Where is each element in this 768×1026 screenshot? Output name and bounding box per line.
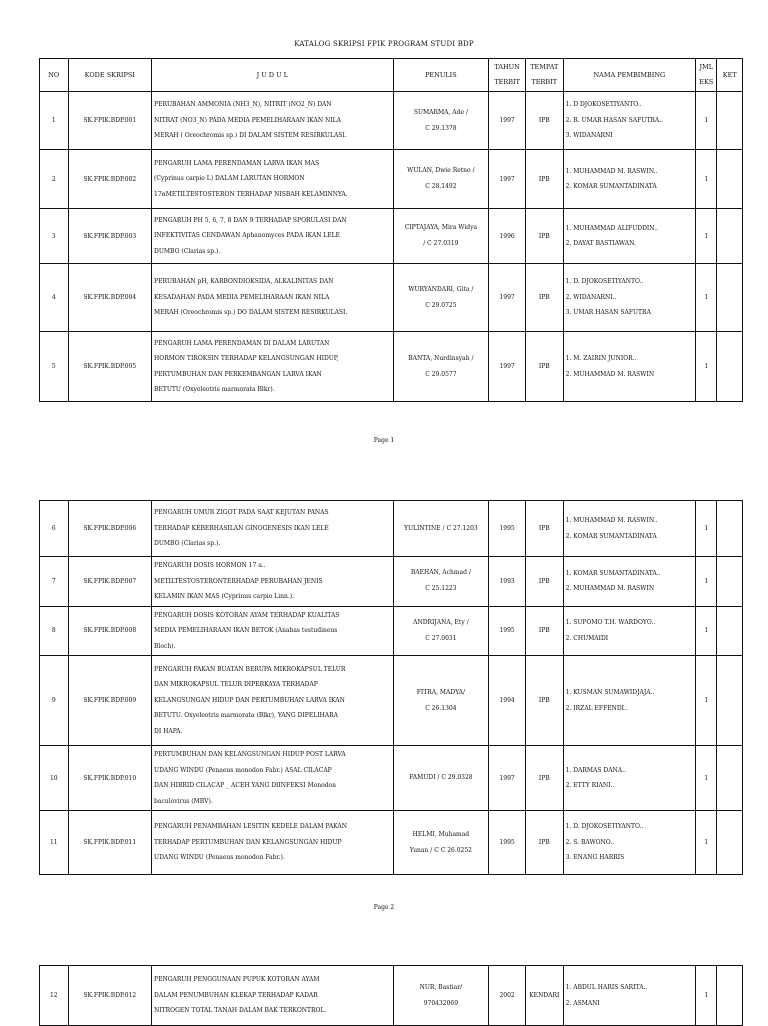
cell-penulis-line: WURYANDARI, Gita / <box>408 285 474 293</box>
cell-judul-line: PENGARUH DOSIS HORMON 17 a.. <box>154 562 266 569</box>
cell-ket <box>717 811 743 875</box>
cell-judul-line: METILTESTOSTERONTERHADAP PERUBAHAN JENIS <box>154 577 323 585</box>
cell-tempat-terbit: IPB <box>525 606 563 656</box>
cell-penulis-line: HELMI, Muhamad <box>412 830 470 838</box>
cell-nama-pembimbing-line: 1. ABDUL HARIS SARITA.. <box>565 984 648 991</box>
cell-tahun-terbit: 1997 <box>489 264 526 332</box>
catalog-table-page-1 <box>39 58 743 402</box>
cell-judul <box>152 332 393 402</box>
cell-nama-pembimbing-line: 1. SUPOMO T.H. WARDOYO.. <box>565 619 656 627</box>
cell-judul-line: KELAMIN IKAN MAS (Cyprinus carpio Linn.). <box>154 593 295 600</box>
header-tahun-terbit: TAHUN TERBIT <box>489 59 526 92</box>
cell-nama-pembimbing-line: 2. DAYAT BASTIAWAN. <box>565 240 636 247</box>
cell-jml-eks: 1 <box>696 92 717 150</box>
cell-penulis-line: YULINTINE / C 27.1203 <box>403 524 478 532</box>
cell-kode-skripsi: SK.FPIK.BDP.008 <box>68 606 152 656</box>
cell-ket <box>717 92 743 150</box>
cell-tahun-terbit: 1997 <box>489 746 526 811</box>
cell-judul-line: 17αMETILTESTOSTERON TERHADAP NISBAH KELAMINNYA. <box>154 190 348 198</box>
cell-nama-pembimbing-line: 1. MUHAMMAD ALIFUDDIN.. <box>565 224 658 232</box>
cell-judul-line: PERUBAHAN AMMONIA (NH3_N), NITRIT (NO2_N) DAN <box>154 101 332 109</box>
cell-judul-line: PENGARUH PAKAN BUATAN BERUPA MIKROKAPSUL TELUR <box>154 665 346 673</box>
cell-no: 10 <box>40 746 69 811</box>
cell-judul-line: KELANGSUNGAN HIDUP DAN PERTUMBUHAN LARVA IKAN <box>154 696 345 704</box>
cell-jml-eks: 1 <box>696 606 717 656</box>
cell-penulis <box>393 150 489 209</box>
cell-nama-pembimbing <box>563 92 695 150</box>
cell-penulis-line: SUMARMA, Ade / <box>413 108 468 116</box>
table-row <box>40 209 743 264</box>
cell-nama-pembimbing-line: 1. DARMAS DANA.. <box>565 766 626 774</box>
cell-nama-pembimbing <box>563 150 695 209</box>
cell-judul-line: DAN HIBRID CILACAP _ ACEH YANG DIINFEKSI Monodon <box>154 782 337 789</box>
table-row <box>40 746 743 811</box>
cell-nama-pembimbing-line: 1. MUHAMMAD M. RASWIN.. <box>565 517 658 524</box>
catalog-table-page-2 <box>39 500 743 875</box>
cell-tahun-terbit: 1995 <box>489 501 526 557</box>
cell-penulis-line: CIPTAJAYA, Mira Widya <box>404 224 478 231</box>
cell-tahun-terbit: 1997 <box>489 332 526 402</box>
header-penulis: PENULIS <box>393 59 489 92</box>
page-number-2: Page 2 <box>373 904 395 911</box>
cell-judul-line: TERHADAP PERTUMBUHAN DAN KELANGSUNGAN HIDUP <box>154 838 342 846</box>
cell-judul-line: MERAH (Oreochromis sp.) DO DALAM SISTEM RESIRKULASI. <box>154 309 348 317</box>
cell-judul-line: BETUTU (Oxyeleotris marmorata Blkr). <box>154 386 275 393</box>
cell-judul-line: PERTUMBUHAN DAN PERKEMBANGAN LARVA IKAN <box>154 370 322 378</box>
cell-penulis <box>393 811 489 875</box>
cell-nama-pembimbing <box>563 264 695 332</box>
cell-no: 1 <box>40 92 69 150</box>
cell-nama-pembimbing-line: 1. D. DJOKOSETIYANTO.. <box>565 278 644 286</box>
cell-jml-eks: 1 <box>696 332 717 402</box>
cell-judul <box>152 656 393 746</box>
cell-penulis <box>393 606 489 656</box>
cell-nama-pembimbing-line: 1. KOMAR SUMANTADINATA.. <box>565 569 661 577</box>
cell-judul <box>152 606 393 656</box>
cell-penulis-line: WULAN, Dwie Retno / <box>407 167 475 174</box>
cell-judul-line: NITROGEN TOTAL TANAH DALAM BAK TERKONTROL. <box>154 1007 327 1015</box>
cell-judul <box>152 557 393 607</box>
cell-kode-skripsi: SK.FPIK.BDP.004 <box>68 264 152 332</box>
table-row <box>40 811 743 875</box>
cell-ket <box>717 966 743 1026</box>
cell-nama-pembimbing-line: 1. D. DJOKOSETIYANTO.. <box>565 823 644 831</box>
cell-judul-line: PERTUMBUHAN DAN KELANGSUNGAN HIDUP POST LARVA <box>154 751 346 758</box>
cell-nama-pembimbing-line: 2. WIDANARNI.. <box>565 293 617 301</box>
cell-no: 11 <box>40 811 69 875</box>
cell-judul <box>152 264 393 332</box>
cell-ket <box>717 150 743 209</box>
cell-nama-pembimbing-line: 2. KOMAR SUMANTADINATA <box>565 183 657 190</box>
table-row <box>40 264 743 332</box>
cell-kode-skripsi: SK.FPIK.BDP.005 <box>68 332 152 402</box>
cell-no: 2 <box>40 150 69 209</box>
cell-jml-eks: 1 <box>696 746 717 811</box>
cell-tahun-terbit: 1993 <box>489 557 526 607</box>
cell-tahun-terbit: 1996 <box>489 209 526 264</box>
table-row <box>40 606 743 656</box>
cell-tempat-terbit: IPB <box>525 264 563 332</box>
cell-penulis <box>393 501 489 557</box>
cell-penulis-line: ANDRIJANA, Ety / <box>413 618 469 626</box>
cell-penulis <box>393 264 489 332</box>
cell-nama-pembimbing-line: 3. WIDANARNI <box>565 132 613 140</box>
cell-judul-line: DAN MIKROKAPSUL TELUR DIPERKAYA TERHADAP <box>154 681 318 689</box>
cell-judul-line: PENGARUH LAMA PERENDAMAN LARVA IKAN MAS <box>154 159 320 167</box>
cell-penulis-line: C 28.1492 <box>425 183 457 190</box>
cell-jml-eks: 1 <box>696 966 717 1026</box>
cell-nama-pembimbing-line: 2. KOMAR SUMANTADINATA <box>565 532 657 540</box>
cell-nama-pembimbing-line: 3. UMAR HASAN SAFUTRA <box>565 309 651 317</box>
cell-jml-eks: 1 <box>696 209 717 264</box>
cell-judul <box>152 501 393 557</box>
cell-ket <box>717 332 743 402</box>
cell-judul-line: PENGARUH PENAMBAHAN LESITIN KEDELE DALAM PAKAN <box>154 823 348 831</box>
cell-penulis <box>393 656 489 746</box>
cell-tahun-terbit: 1994 <box>489 656 526 746</box>
cell-penulis <box>393 332 489 402</box>
cell-judul-line: PENGARUH UMUR ZIGOT PADA SAAT KEJUTAN PANAS <box>154 509 329 517</box>
header-kode-skripsi: KODE SKRIPSI <box>68 59 152 92</box>
header-no: NO <box>40 59 69 92</box>
cell-jml-eks: 1 <box>696 150 717 209</box>
cell-nama-pembimbing-line: 2. ETTY RIANI.. <box>565 782 615 789</box>
cell-jml-eks: 1 <box>696 557 717 607</box>
cell-jml-eks: 1 <box>696 811 717 875</box>
cell-penulis <box>393 209 489 264</box>
cell-penulis <box>393 966 489 1026</box>
cell-penulis-line: BAEHAN, Achmad / <box>410 569 471 577</box>
cell-no: 7 <box>40 557 69 607</box>
cell-penulis-line: C 26.1304 <box>425 704 457 712</box>
cell-judul-line: PERUBAHAN pH, KARBONDIOKSIDA, ALKALINITAS DAN <box>154 278 334 286</box>
cell-tahun-terbit: 1997 <box>489 92 526 150</box>
cell-judul-line: PENGARUH PENGGUNAAN PUPUK KOTORAN AYAM <box>154 976 320 984</box>
table-row <box>40 92 743 150</box>
cell-ket <box>717 606 743 656</box>
cell-penulis-line: C 27.0031 <box>425 634 457 642</box>
cell-penulis-line: C 29.1378 <box>425 124 457 132</box>
cell-no: 8 <box>40 606 69 656</box>
cell-jml-eks: 1 <box>696 656 717 746</box>
cell-tempat-terbit: IPB <box>525 557 563 607</box>
cell-kode-skripsi: SK.FPIK.BDP.009 <box>68 656 152 746</box>
cell-judul <box>152 150 393 209</box>
cell-tempat-terbit: IPB <box>525 656 563 746</box>
cell-penulis-line: NUR, Bastiar/ <box>419 983 463 991</box>
cell-tempat-terbit: IPB <box>525 332 563 402</box>
cell-judul <box>152 92 393 150</box>
cell-tempat-terbit: IPB <box>525 501 563 557</box>
catalog-title: KATALOG SKRIPSI FPIK PROGRAM STUDI BDP <box>294 40 474 48</box>
cell-judul-line: DUMBO (Clarias sp.). <box>154 247 221 255</box>
cell-no: 9 <box>40 656 69 746</box>
cell-nama-pembimbing-line: 1. M. ZAIRIN JUNIOR.. <box>565 355 637 362</box>
cell-penulis <box>393 92 489 150</box>
cell-nama-pembimbing <box>563 209 695 264</box>
cell-judul-line: UDANG WINDU (Penaeus monodon Fabr.) ASAL CILACAP <box>154 766 332 774</box>
cell-penulis-line: C 29.0725 <box>425 301 457 309</box>
cell-nama-pembimbing-line: 2. ASMANI <box>565 999 600 1007</box>
cell-nama-pembimbing <box>563 966 695 1026</box>
page-number-1: Page 1 <box>373 437 395 444</box>
cell-nama-pembimbing-line: 2. MUHAMMAD M. RASWIN <box>565 585 655 593</box>
cell-nama-pembimbing-line: 2. R. UMAR HASAN SAFUTRA.. <box>565 116 664 124</box>
cell-judul-line: PENGARUH DOSIS KOTORAN AYAM TERHADAP KUALITAS <box>154 611 340 619</box>
table-row <box>40 966 743 1026</box>
cell-tempat-terbit: IPB <box>525 150 563 209</box>
header-nama-pembimbing: NAMA PEMBIMBING <box>563 59 695 92</box>
cell-nama-pembimbing-line: 1. D DJOKOSETIYANTO.. <box>565 101 642 109</box>
cell-no: 6 <box>40 501 69 557</box>
table-row <box>40 557 743 607</box>
cell-kode-skripsi: SK.FPIK.BDP.010 <box>68 746 152 811</box>
cell-judul-line: baculovirus (MBV). <box>154 797 213 805</box>
cell-judul-line: TERHADAP KEBERHASILAN GINOGENESIS IKAN LELE <box>154 524 329 532</box>
cell-judul-line: BETUTU. Oxyeleotris marmorata (Blkr), YANG DIPELIHARA <box>154 712 338 720</box>
header-jml-eks: JML EKS <box>696 59 717 92</box>
cell-judul <box>152 209 393 264</box>
cell-ket <box>717 209 743 264</box>
cell-ket <box>717 656 743 746</box>
header-tempat-terbit: TEMPAT TERBIT <box>525 59 563 92</box>
table-row <box>40 150 743 209</box>
cell-penulis-line: 970432069 <box>423 999 459 1007</box>
cell-ket <box>717 501 743 557</box>
cell-nama-pembimbing <box>563 811 695 875</box>
cell-no: 5 <box>40 332 69 402</box>
cell-nama-pembimbing-line: 1. MUHAMMAD M. RASWIN.. <box>565 167 658 175</box>
cell-judul-line: NITRAT (NO3_N) PADA MEDIA PEMELIHARAAN IKAN NILA <box>154 116 341 124</box>
cell-judul-line: HORMON TIROKSIN TERHADAP KELANGSUNGAN HIDUP, <box>154 355 339 362</box>
cell-tahun-terbit: 1995 <box>489 811 526 875</box>
cell-tempat-terbit: KENDARI <box>525 966 563 1026</box>
cell-penulis <box>393 557 489 607</box>
cell-judul <box>152 746 393 811</box>
table-row <box>40 332 743 402</box>
cell-kode-skripsi: SK.FPIK.BDP.007 <box>68 557 152 607</box>
cell-penulis-line: Yunan / C C 26.0252 <box>409 846 473 854</box>
cell-judul <box>152 966 393 1026</box>
cell-tahun-terbit: 2002 <box>489 966 526 1026</box>
cell-penulis-line: C 29.0577 <box>425 370 457 378</box>
catalog-table-page-3 <box>39 965 743 1026</box>
cell-judul <box>152 811 393 875</box>
cell-nama-pembimbing <box>563 606 695 656</box>
cell-kode-skripsi: SK.FPIK.BDP.012 <box>68 966 152 1026</box>
cell-tempat-terbit: IPB <box>525 209 563 264</box>
cell-penulis-line: BANTA, Nurdinsyah / <box>408 354 474 362</box>
cell-judul-line: DI HAPA. <box>154 727 183 735</box>
cell-nama-pembimbing <box>563 746 695 811</box>
cell-judul-line: DUMBO (Clarias sp.). <box>154 540 221 548</box>
cell-judul-line: (Cyprinus carpio L) DALAM LARUTAN HORMON <box>154 175 305 183</box>
cell-jml-eks: 1 <box>696 501 717 557</box>
cell-ket <box>717 746 743 811</box>
cell-judul-line: MERAH ( Oreochromis sp.) DI DALAM SISTEM RESIRKULASI. <box>154 132 347 140</box>
header-ket: KET <box>717 59 743 92</box>
cell-judul-line: KESADAHAN PADA MEDIA PEMELIHARAAN IKAN NILA <box>154 293 330 301</box>
cell-kode-skripsi: SK.FPIK.BDP.002 <box>68 150 152 209</box>
cell-nama-pembimbing <box>563 332 695 402</box>
cell-nama-pembimbing-line: 2. S. BAWONO.. <box>565 838 615 846</box>
cell-nama-pembimbing-line: 3. ENANG HARRIS <box>565 854 625 862</box>
cell-penulis-line: / C 27.0319 <box>423 240 459 247</box>
cell-no: 4 <box>40 264 69 332</box>
cell-nama-pembimbing-line: 2. CHUMAIDI <box>565 634 609 642</box>
cell-penulis-line: FAMUDI / C 29.0328 <box>409 774 473 781</box>
cell-judul-line: MEDIA PEMELIHARAAN IKAN BETOK (Anabas testudineus <box>154 627 338 634</box>
cell-kode-skripsi: SK.FPIK.BDP.006 <box>68 501 152 557</box>
cell-ket <box>717 557 743 607</box>
cell-no: 3 <box>40 209 69 264</box>
cell-judul-line: UDANG WINDU (Penaeus monodon Fabr.). <box>154 854 285 862</box>
cell-nama-pembimbing-line: 2. IRZAL EFFENDI.. <box>565 704 628 712</box>
cell-ket <box>717 264 743 332</box>
cell-penulis <box>393 746 489 811</box>
cell-judul-line: PENGARUH LAMA PERENDAMAN DI DALAM LARUTAN <box>154 339 330 347</box>
cell-nama-pembimbing <box>563 557 695 607</box>
cell-kode-skripsi: SK.FPIK.BDP.003 <box>68 209 152 264</box>
cell-tahun-terbit: 1995 <box>489 606 526 656</box>
cell-penulis-line: FITRA, MADYA/ <box>416 688 466 696</box>
cell-nama-pembimbing <box>563 501 695 557</box>
cell-no: 12 <box>40 966 69 1026</box>
cell-tempat-terbit: IPB <box>525 811 563 875</box>
cell-penulis-line: C 25.1223 <box>425 585 457 593</box>
table-row <box>40 656 743 746</box>
cell-judul-line: Bloch). <box>154 642 176 650</box>
cell-judul-line: PENGARUH PH 5, 6, 7, 8 DAN 9 TERHADAP SPORULASI DAN <box>154 216 347 224</box>
table-row <box>40 501 743 557</box>
cell-nama-pembimbing-line: 1. KUSMAN SUMAWIDJAJA.. <box>565 689 655 696</box>
cell-nama-pembimbing-line: 2. MUHAMMAD M. RASWIN <box>565 370 655 378</box>
cell-nama-pembimbing <box>563 656 695 746</box>
cell-kode-skripsi: SK.FPIK.BDP.011 <box>68 811 152 875</box>
header-judul: J U D U L <box>152 59 393 92</box>
cell-jml-eks: 1 <box>696 264 717 332</box>
cell-kode-skripsi: SK.FPIK.BDP.001 <box>68 92 152 150</box>
cell-tahun-terbit: 1997 <box>489 150 526 209</box>
cell-tempat-terbit: IPB <box>525 746 563 811</box>
cell-judul-line: DALAM PENUMBUHAN KLEKAP TERHADAP KADAR <box>154 991 318 999</box>
cell-tempat-terbit: IPB <box>525 92 563 150</box>
cell-judul-line: INFEKTIVITAS CENDAWAN Aphanomyces PADA IKAN LELE <box>154 232 341 240</box>
